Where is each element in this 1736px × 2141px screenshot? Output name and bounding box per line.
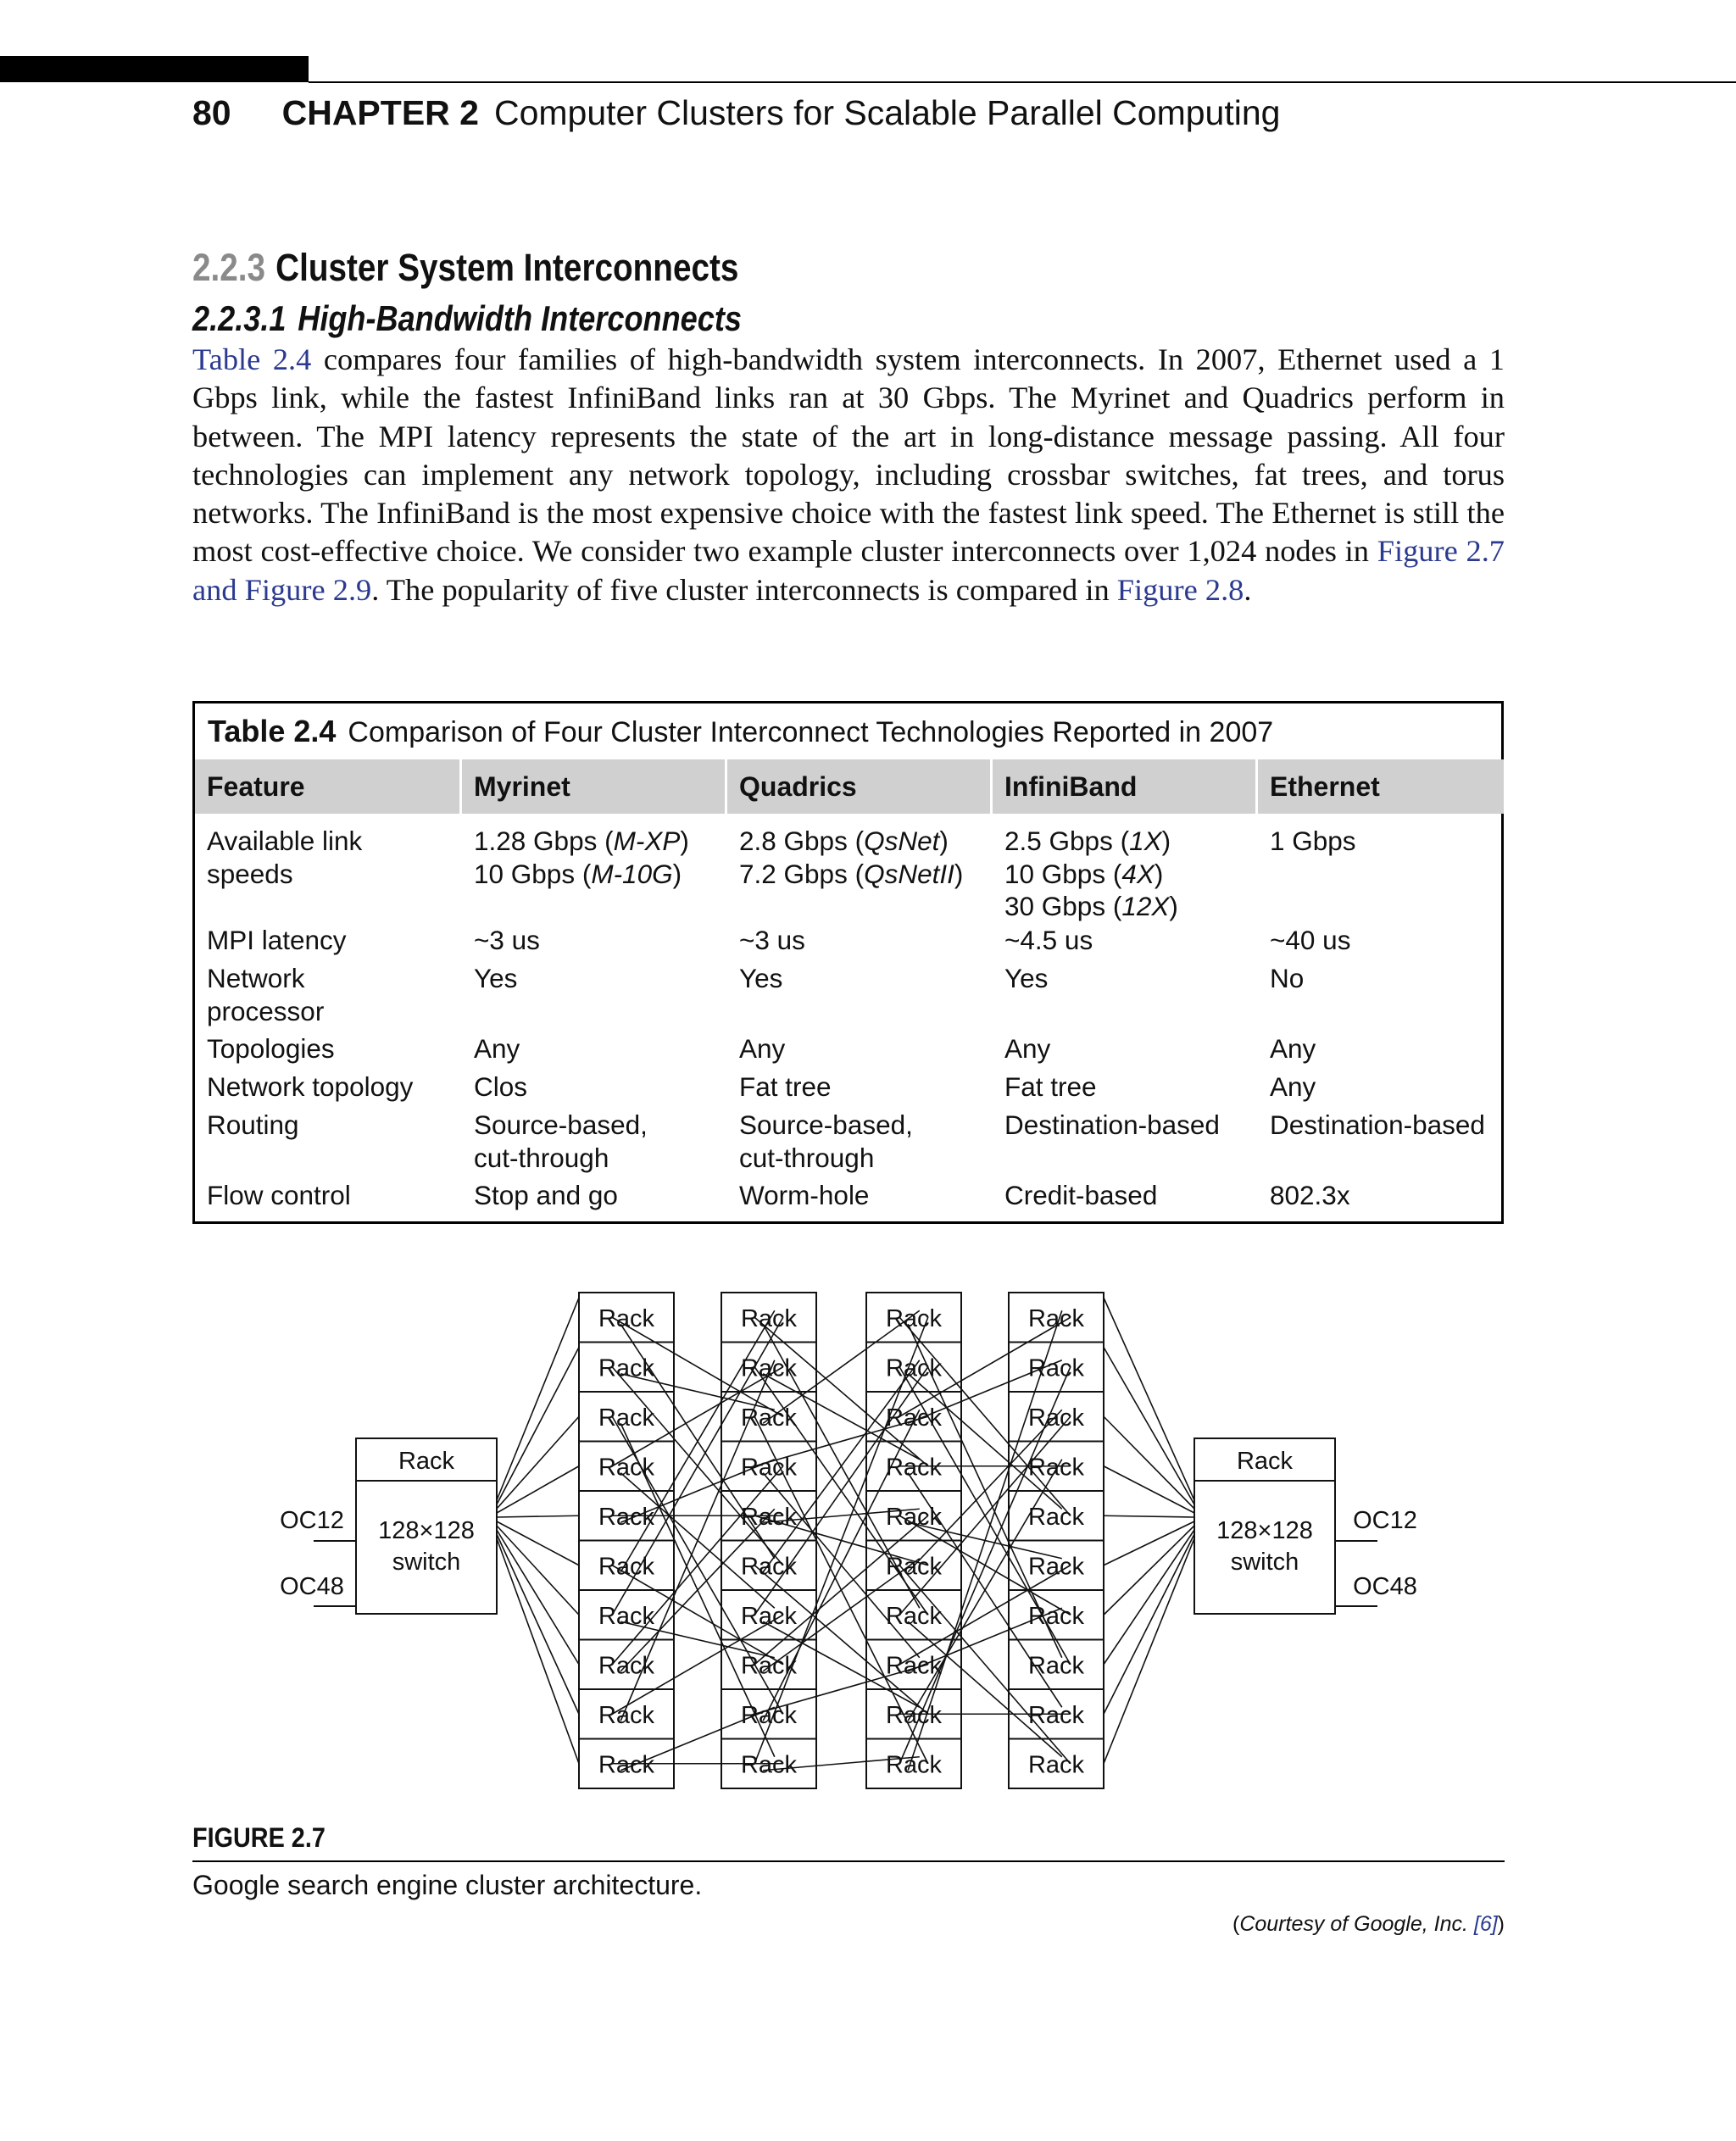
switch-size-label: 128×128	[378, 1517, 475, 1544]
link-line	[1104, 1526, 1194, 1615]
table-cell: Any	[739, 1033, 786, 1064]
table-header-quadrics: Quadrics	[727, 759, 990, 814]
table-cell: Any	[1004, 1033, 1051, 1064]
port-label-oc48-left: OC48	[280, 1573, 344, 1600]
rack-label: Rack	[598, 1354, 655, 1382]
table-cell: Source-based, cut-through	[474, 1109, 648, 1173]
paragraph-text-a: compares four families of high-bandwidth system interconnects. In 2007, Ethernet used a 1 Gbps link, while the fastest InfiniBand links ran at 30 Gbps. The Myrinet and Quadrics perform in between. The MPI latency represents the state of the art in long-distance message passing. All four technologies can implement any network topology, including crossbar switches, fat trees, and torus networks. The InfiniBand is the most expensive choice with the fastest link speed. The Ethernet is still the most cost-effective choice. We consider two example cluster interconnects over 1,024 nodes in	[192, 342, 1505, 569]
link-line	[497, 1466, 579, 1513]
link-line	[497, 1348, 579, 1505]
table-cell: Any	[1270, 1033, 1316, 1064]
table-header-feature: Feature	[195, 759, 459, 814]
table-cell: Destination-based	[1270, 1109, 1485, 1140]
section-title: Cluster System Interconnects	[275, 246, 739, 289]
rack-label: Rack	[598, 1454, 655, 1482]
table-cell: Stop and go	[474, 1180, 618, 1210]
table-cell: Network processor	[207, 963, 325, 1026]
rack-label: Rack	[740, 1354, 798, 1382]
section-number: 2.2.3	[192, 246, 266, 289]
credit-close: )	[1497, 1912, 1505, 1936]
link-line	[497, 1515, 579, 1517]
rack-label: Rack	[598, 1553, 655, 1581]
paragraph-text-b: . The popularity of five cluster interconnects is compared in	[371, 572, 1117, 607]
rack-label: Rack	[885, 1454, 943, 1482]
link-line	[1104, 1466, 1194, 1513]
subsection-number: 2.2.3.1	[192, 298, 287, 338]
table-cell: No	[1270, 963, 1305, 993]
rack-label: Rack	[885, 1504, 943, 1531]
table-cell: Topologies	[207, 1033, 335, 1064]
table-cell: Yes	[474, 963, 518, 993]
rack-label: Rack	[1027, 1702, 1085, 1729]
table-cell: Yes	[1004, 963, 1049, 993]
link-line	[1104, 1534, 1194, 1714]
table-cell: ~40 us	[1270, 925, 1351, 955]
link-line	[1104, 1348, 1194, 1505]
rack-label: Rack	[740, 1751, 798, 1779]
table-cell: Yes	[739, 963, 783, 993]
port-label-oc12-right: OC12	[1353, 1507, 1417, 1534]
link-line	[1104, 1416, 1194, 1509]
rack-label: Rack	[1027, 1305, 1085, 1332]
rack-label: Rack	[1027, 1404, 1085, 1432]
table-label: Table 2.4	[208, 714, 337, 748]
link-line	[1104, 1521, 1194, 1565]
table-cell: Worm-hole	[739, 1180, 870, 1210]
table-header-myrinet: Myrinet	[462, 759, 725, 814]
subsection-title: High-Bandwidth Interconnects	[298, 298, 742, 338]
table-cell: Fat tree	[1004, 1071, 1097, 1102]
rack-label: Rack	[1027, 1504, 1085, 1531]
rack-label: Rack	[598, 1305, 655, 1332]
rack-label: Rack	[598, 1652, 655, 1680]
switch-size-label: 128×128	[1216, 1517, 1313, 1544]
rack-label: Rack	[740, 1702, 798, 1729]
switch-label: switch	[1230, 1549, 1299, 1576]
table-cell: 1.28 Gbps (M-XP) 10 Gbps (M-10G)	[474, 826, 689, 889]
paragraph-text-c: .	[1244, 572, 1252, 607]
switch-rack-label: Rack	[1236, 1448, 1294, 1475]
table-cell: Destination-based	[1004, 1109, 1220, 1140]
rack-label: Rack	[740, 1553, 798, 1581]
link-line	[497, 1416, 579, 1509]
rack-label: Rack	[885, 1603, 943, 1630]
table-cell: ~4.5 us	[1004, 925, 1093, 955]
table-title: Comparison of Four Cluster Interconnect Technologies Reported in 2007	[348, 716, 1274, 748]
rack-label: Rack	[885, 1702, 943, 1729]
rack-label: Rack	[740, 1504, 798, 1531]
link-line	[1104, 1298, 1194, 1500]
rack-label: Rack	[598, 1751, 655, 1779]
table-cell: 802.3x	[1270, 1180, 1350, 1210]
table-cell: ~3 us	[474, 925, 540, 955]
table-cell: 1 Gbps	[1270, 826, 1356, 856]
table-header-infiniband: InfiniBand	[993, 759, 1255, 814]
table-cell: Credit-based	[1004, 1180, 1158, 1210]
rack-label: Rack	[1027, 1354, 1085, 1382]
port-label-oc12-left: OC12	[280, 1507, 344, 1534]
rack-label: Rack	[598, 1702, 655, 1729]
credit-open: (	[1232, 1912, 1240, 1936]
table-cell: Routing	[207, 1109, 299, 1140]
table-cell: 2.5 Gbps (1X) 10 Gbps (4X) 30 Gbps (12X)	[1004, 826, 1178, 921]
credit-reference-link[interactable]: [6]	[1473, 1912, 1498, 1936]
rack-label: Rack	[740, 1603, 798, 1630]
rack-label: Rack	[885, 1652, 943, 1680]
table-header-ethernet: Ethernet	[1258, 759, 1504, 814]
rack-label: Rack	[598, 1504, 655, 1531]
figure-label: FIGURE 2.7	[192, 1822, 326, 1853]
figure-2-8-link[interactable]: Figure 2.8	[1116, 572, 1244, 607]
table-cell: Flow control	[207, 1180, 351, 1210]
figure-credit	[1232, 1912, 1505, 1937]
link-line	[497, 1538, 579, 1764]
table-cell: Any	[1270, 1071, 1316, 1102]
figure-link[interactable]: Figure 2.7 and Figure 2.9	[192, 534, 1505, 607]
table-cell: 2.8 Gbps (QsNet) 7.2 Gbps (QsNetII)	[739, 826, 964, 889]
table-cell: Source-based, cut-through	[739, 1109, 913, 1173]
table-cell: MPI latency	[207, 925, 347, 955]
rack-label: Rack	[885, 1404, 943, 1432]
switch-rack-label: Rack	[398, 1448, 455, 1475]
table-cell: Network topology	[207, 1071, 414, 1102]
rack-label: Rack	[598, 1404, 655, 1432]
rack-label: Rack	[1027, 1652, 1085, 1680]
figure-rule	[192, 1860, 1505, 1862]
table-link[interactable]: Table 2.4	[192, 342, 312, 376]
link-line	[1104, 1538, 1194, 1764]
table-cell: ~3 us	[739, 925, 805, 955]
rack-label: Rack	[740, 1305, 798, 1332]
rack-label: Rack	[1027, 1553, 1085, 1581]
switch-label: switch	[392, 1549, 461, 1576]
rack-label: Rack	[885, 1751, 943, 1779]
link-line	[497, 1530, 579, 1665]
table-cell: Clos	[474, 1071, 528, 1102]
page-number: 80	[192, 93, 231, 132]
table-cell: Available link speeds	[207, 826, 363, 889]
rack-label: Rack	[885, 1553, 943, 1581]
rack-label: Rack	[885, 1354, 943, 1382]
rack-label: Rack	[740, 1404, 798, 1432]
figure-caption: Google search engine cluster architecture.	[192, 1870, 703, 1900]
link-line	[497, 1534, 579, 1714]
rack-label: Rack	[1027, 1751, 1085, 1779]
chapter-title: Computer Clusters for Scalable Parallel Computing	[493, 93, 1281, 132]
rack-label: Rack	[1027, 1454, 1085, 1482]
chapter-label: CHAPTER 2	[281, 93, 479, 132]
table-cell: Any	[474, 1033, 520, 1064]
credit-text: Courtesy of Google, Inc.	[1239, 1912, 1474, 1936]
rack-label: Rack	[740, 1454, 798, 1482]
rack-label: Rack	[598, 1603, 655, 1630]
table-cell: Fat tree	[739, 1071, 832, 1102]
link-line	[497, 1521, 579, 1565]
link-line	[497, 1298, 579, 1500]
link-line	[1104, 1530, 1194, 1665]
port-label-oc48-right: OC48	[1353, 1573, 1417, 1600]
link-line	[1104, 1515, 1194, 1517]
rack-label: Rack	[1027, 1603, 1085, 1630]
rack-label: Rack	[885, 1305, 943, 1332]
rack-label: Rack	[740, 1652, 798, 1680]
